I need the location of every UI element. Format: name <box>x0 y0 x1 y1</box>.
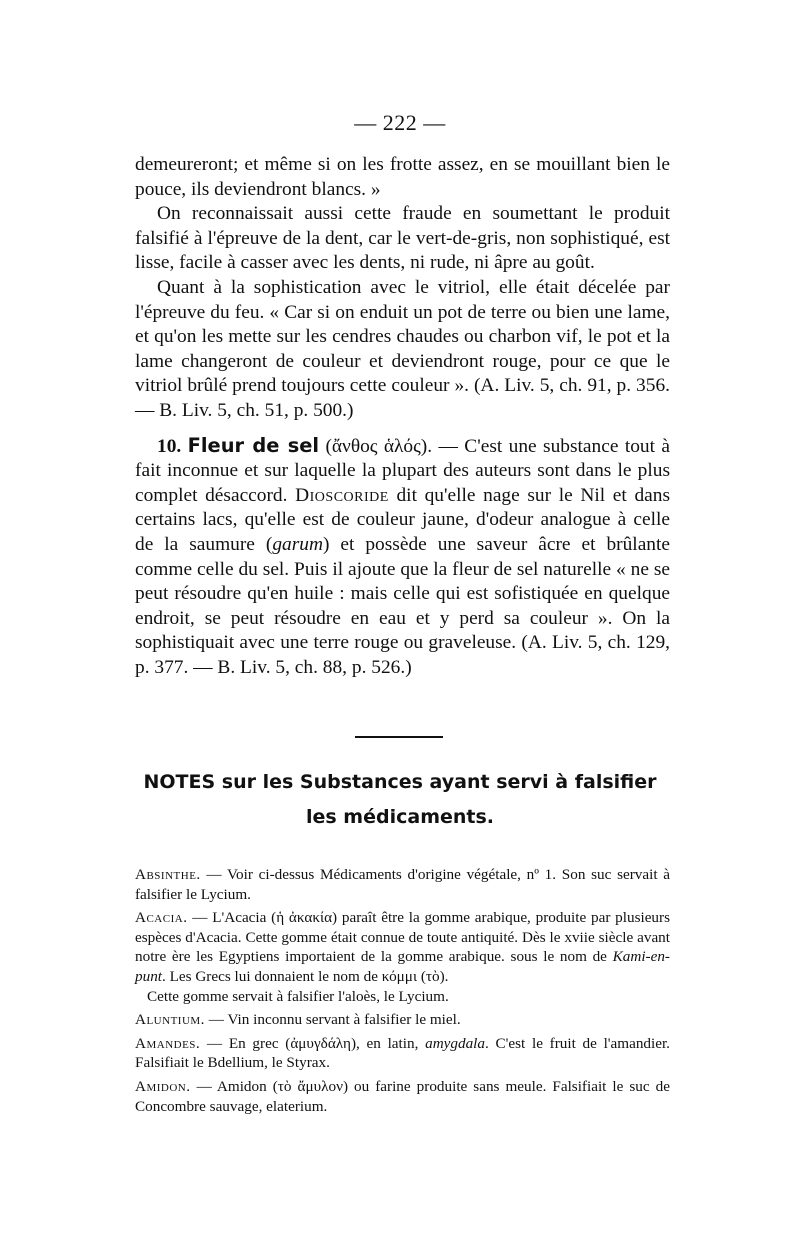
note-absinthe <box>135 865 670 904</box>
note-italic: amygdala <box>425 1034 485 1052</box>
note-aluntium <box>135 1010 670 1030</box>
paragraph-vitriol: Quant à la sophistication avec le vitriol, elle était décelée par l'épreuve du feu. « Car si on enduit un pot de terre ou bien une lame, et qu'on les mette sur les cendres chaudes ou charbon vif, le pot et la lame changeront de couleur et deviendront rouge, pour ce que le vitriol brûlé prend toujours cette couleur ». (A. Liv. 5, ch. 91, p. 356. — B. Liv. 5, ch. 51, p. 500.) <box>135 276 670 421</box>
garum-term: garum <box>272 533 323 555</box>
note-amidon <box>135 1077 670 1116</box>
note-acacia <box>135 908 670 986</box>
entry-text-a: — C'est une substance tout à fait inconnue et sur laquelle la plupart des auteurs sont dans le plus complet désaccord. <box>135 435 670 506</box>
entry-greek: (ἄνθος ἁλός). <box>325 435 433 457</box>
section-title: NOTES sur les Substances ayant servi à falsifier <box>143 771 657 793</box>
entry-10-fleur-de-sel <box>135 434 670 681</box>
section-divider <box>355 736 443 738</box>
entry-number: 10. <box>157 435 182 457</box>
note-text: . Les Grecs lui donnaient le nom de κόμμι (τὸ). <box>162 967 449 985</box>
note-text: — L'Acacia (ἡ ἀκακία) paraît être la gomme arabique, produite par plusieurs espèces d'Acacia. Cette gomme était connue de toute antiquité. Dès le xviie siècle avant notre ère les Egyptiens importaient de la gomme arabique. sous le nom de <box>135 909 670 966</box>
entry-heading: Fleur de sel <box>187 433 320 457</box>
note-text: — En grec (ἀμυγδάλη), en latin, <box>200 1034 426 1052</box>
note-text: — Voir ci-dessus Médicaments d'origine végétale, nº 1. Son suc servait à falsifier le Lycium. <box>135 866 670 903</box>
note-amandes <box>135 1034 670 1073</box>
main-text <box>135 153 670 680</box>
page-number: — 222 — <box>354 110 446 135</box>
note-text: — Vin inconnu servant à falsifier le miel. <box>204 1011 461 1029</box>
note-term: Amidon. <box>135 1077 191 1095</box>
note-term: Aluntium. <box>135 1011 205 1029</box>
section-title-line2: les médicaments. <box>305 806 495 828</box>
note-italic: Kami-en-punt <box>135 948 670 985</box>
note-term: Absinthe. <box>135 866 201 883</box>
note-term: Amandes. <box>135 1034 201 1052</box>
author-name: Dioscoride <box>295 484 389 506</box>
paragraph-continuation: demeureront; et même si on les frotte assez, en se mouillant bien le pouce, ils deviendront blancs. » <box>135 154 670 200</box>
paragraph-dent-test: On reconnaissait aussi cette fraude en soumettant le produit falsifié à l'épreuve de la dent, car le vert-de-gris, non sophistiqué, est lisse, facile à casser avec les dents, ni rude, ni âpre au goût. <box>135 203 670 274</box>
entry-text-c: ) et possède une saveur âcre et brûlante comme celle du sel. Puis il ajoute que la fleur de sel naturelle « ne se peut résoudre qu'en huile : mais celle qui est sofistiquée en quelque endroit, se peut résoudre en eau et y perd sa couleur ». On la sophistiquait avec une terre rouge ou graveleuse. (A. Liv. 5, ch. 129, p. 377. — B. Liv. 5, ch. 88, p. 526.) <box>135 533 670 678</box>
entry-text-b: dit qu'elle nage sur le Nil et dans certains lacs, qu'elle est de couleur jaune, d'odeur analogue à celle de la saumure ( <box>135 484 670 555</box>
note-text: — Amidon (τὸ ἄμυλον) ou farine produite sans meule. Falsifiait le suc de Concombre sauvage, elaterium. <box>135 1077 670 1115</box>
note-term: Acacia. <box>135 909 188 927</box>
note-text: . C'est le fruit de l'amandier. Falsifiait le Bdellium, le Styrax. <box>135 1034 670 1072</box>
notes-list <box>135 865 670 1120</box>
note-acacia-continued: Cette gomme servait à falsifier l'aloès, le Lycium. <box>147 987 449 1005</box>
